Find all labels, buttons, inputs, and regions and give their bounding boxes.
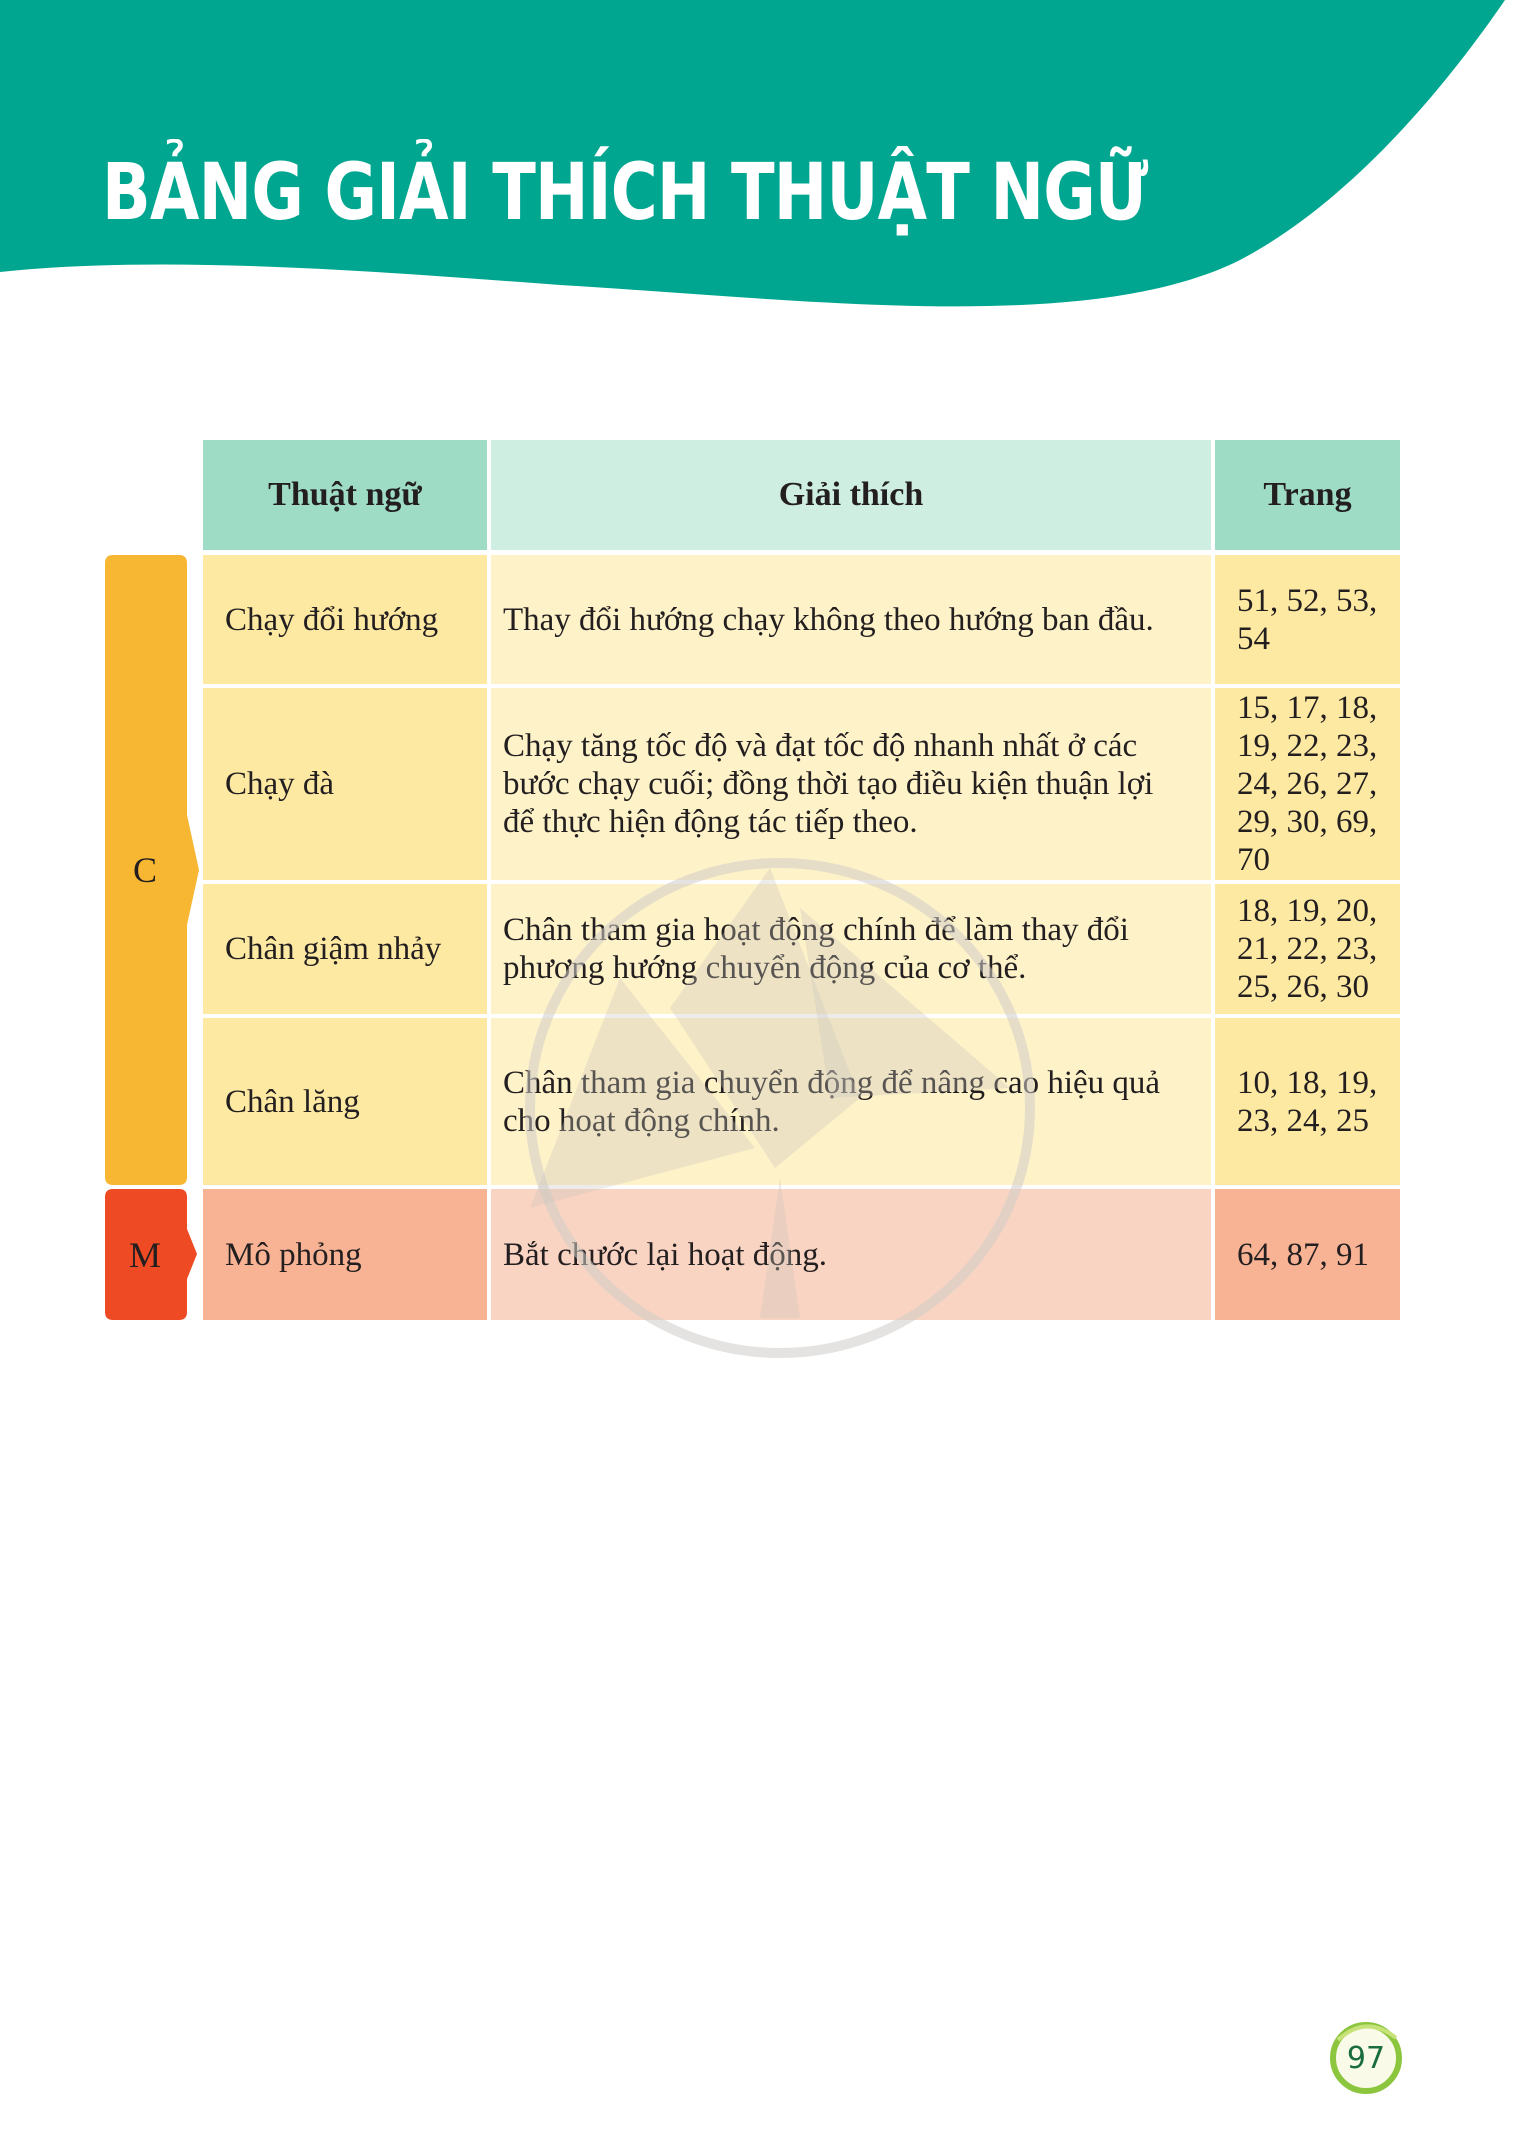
letter-tab-c: [103, 555, 187, 1185]
pages-cell: [1215, 1018, 1400, 1185]
term-cell: Chạy đổi hướng: [203, 555, 487, 684]
pages-line: 64, 87, 91: [1237, 1236, 1369, 1273]
letter-tab-m: [103, 1189, 187, 1320]
page-number: 97: [1346, 2040, 1386, 2076]
page-number-badge: [1326, 2018, 1406, 2098]
pages-line: 29, 30, 69,: [1237, 804, 1378, 840]
pages-line: 25, 26, 30: [1237, 969, 1369, 1005]
explanation-line: Chạy tăng tốc độ và đạt tốc độ nhanh nhất ở các: [503, 728, 1138, 764]
term-cell: Chạy đà: [203, 688, 487, 880]
term-cell: Chân lăng: [203, 1018, 487, 1185]
explanation-line: cho hoạt động chính.: [503, 1102, 780, 1139]
pages-line: 10, 18, 19,: [1237, 1064, 1378, 1101]
explanation-line: Thay đổi hướng chạy không theo hướng ban đầu.: [503, 601, 1154, 638]
term-cell: Mô phỏng: [203, 1189, 487, 1320]
publisher-watermark-logo: [500, 848, 1060, 1368]
pages-cell: [1215, 688, 1400, 880]
header-pages: Trang: [1215, 440, 1400, 550]
explanation-line: Chân tham gia hoạt động chính để làm thay đổi: [503, 912, 1129, 948]
pages-line: 19, 22, 23,: [1237, 728, 1378, 764]
explanation-line: phương hướng chuyển động của cơ thể.: [503, 950, 1027, 986]
pages-line: 51, 52, 53,: [1237, 582, 1378, 619]
pages-line: 54: [1237, 620, 1270, 657]
pages-line: 18, 19, 20,: [1237, 893, 1378, 929]
explanation-cell: [491, 555, 1211, 684]
header-term: Thuật ngữ: [203, 440, 487, 550]
letter-c: C: [132, 850, 157, 890]
pages-cell: [1215, 884, 1400, 1014]
header-explanation: Giải thích: [491, 440, 1211, 550]
pages-line: 21, 22, 23,: [1237, 931, 1378, 967]
pages-line: 24, 26, 27,: [1237, 766, 1378, 802]
pages-cell: [1215, 1189, 1400, 1320]
pages-cell: [1215, 555, 1400, 684]
explanation-line: để thực hiện động tác tiếp theo.: [503, 804, 918, 840]
pages-line: 15, 17, 18,: [1237, 690, 1378, 726]
term-cell: Chân giậm nhảy: [203, 884, 487, 1014]
explanation-line: bước chạy cuối; đồng thời tạo điều kiện thuận lợi: [503, 766, 1154, 802]
pages-line: 70: [1237, 842, 1270, 878]
explanation-line: Bắt chước lại hoạt động.: [503, 1236, 828, 1273]
letter-m: M: [128, 1234, 161, 1275]
page-title: BẢNG GIẢI THÍCH THUẬT NGỮ: [102, 148, 1148, 238]
pages-line: 23, 24, 25: [1237, 1102, 1369, 1139]
explanation-line: Chân tham gia chuyển động để nâng cao hiệu quả: [503, 1064, 1161, 1101]
